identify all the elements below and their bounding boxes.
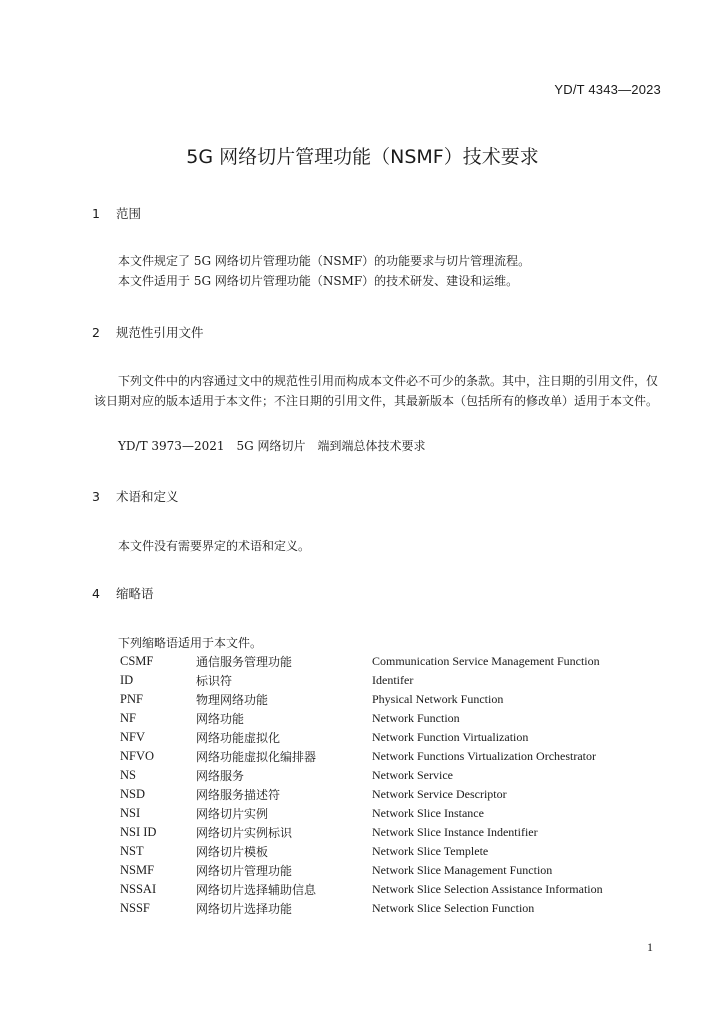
- abbreviation-row: [120, 842, 603, 861]
- document-title: 5G 网络切片管理功能（NSMF）技术要求: [186, 146, 539, 168]
- abbreviation-row: [120, 747, 603, 766]
- section-3-heading: [92, 487, 179, 505]
- abbreviation-row: [120, 671, 603, 690]
- section-number: 3: [92, 489, 100, 504]
- abbreviation-term: NSI: [120, 806, 141, 820]
- section-title: 规范性引用文件: [116, 325, 204, 340]
- abbreviation-english: Network Slice Selection Assistance Information: [372, 882, 603, 896]
- abbreviation-english: Communication Service Management Function: [372, 654, 600, 668]
- abbreviation-chinese: 网络服务: [196, 769, 245, 783]
- abbreviation-row: [120, 785, 603, 804]
- abbreviation-term: NFV: [120, 730, 146, 744]
- abbreviation-chinese: 网络切片实例: [196, 807, 269, 821]
- abbreviation-term: NFVO: [120, 749, 155, 763]
- section-2-heading: [92, 323, 204, 341]
- abbreviation-english: Network Slice Management Function: [372, 863, 553, 877]
- abbreviation-row: [120, 709, 603, 728]
- paragraph: 本文件规定了 5G 网络切片管理功能（NSMF）的功能要求与切片管理流程。: [118, 254, 531, 268]
- abbreviation-row: [120, 823, 603, 842]
- abbreviation-english: Network Function Virtualization: [372, 730, 529, 744]
- abbreviation-chinese: 网络功能虚拟化编排器: [196, 750, 317, 764]
- abbreviation-english: Identifer: [372, 673, 414, 687]
- abbreviation-row: [120, 766, 603, 785]
- normative-reference: YD/T 3973—2021 5G 网络切片 端到端总体技术要求: [118, 439, 426, 453]
- paragraph: 下列文件中的内容通过文中的规范性引用而构成本文件必不可少的条款。其中，注日期的引用文件，仅该日期对应的版本适用于本文件；不注日期的引用文件，其最新版本（包括所有的修改单）适用于本文件。: [94, 374, 659, 408]
- abbreviation-row: [120, 899, 603, 918]
- abbreviation-chinese: 通信服务管理功能: [196, 655, 293, 669]
- abbreviation-english: Network Slice Instance Indentifier: [372, 825, 538, 839]
- abbreviation-chinese: 网络切片管理功能: [196, 864, 293, 878]
- section-title: 术语和定义: [116, 489, 179, 504]
- abbreviation-row: [120, 861, 603, 880]
- abbreviation-english: Network Slice Templete: [372, 844, 489, 858]
- abbreviation-term: CSMF: [120, 654, 154, 668]
- abbreviation-row: [120, 690, 603, 709]
- abbreviation-chinese: 网络切片选择辅助信息: [196, 883, 317, 897]
- abbreviation-term: NF: [120, 711, 136, 725]
- standard-number: YD/T 4343—2023: [554, 82, 661, 97]
- section-4-heading: [92, 584, 154, 602]
- section-1-body: [94, 251, 664, 291]
- abbreviation-english: Network Slice Selection Function: [372, 901, 535, 915]
- abbreviation-term: PNF: [120, 692, 143, 706]
- abbreviation-term: NSSF: [120, 901, 150, 915]
- paragraph: 本文件没有需要界定的术语和定义。: [118, 539, 311, 553]
- section-title: 范围: [116, 206, 142, 221]
- abbreviation-term: NSMF: [120, 863, 155, 877]
- section-3-body: [94, 536, 664, 556]
- abbreviation-english: Network Slice Instance: [372, 806, 484, 820]
- abbreviation-row: [120, 652, 603, 671]
- paragraph: 本文件适用于 5G 网络切片管理功能（NSMF）的技术研发、建设和运维。: [118, 274, 519, 288]
- abbreviation-chinese: 物理网络功能: [196, 693, 269, 707]
- section-1-heading: [92, 204, 141, 222]
- abbreviation-term: NSSAI: [120, 882, 157, 896]
- section-number: 1: [92, 206, 100, 221]
- abbreviation-chinese: 网络切片选择功能: [196, 902, 293, 916]
- abbreviation-english: Physical Network Function: [372, 692, 504, 706]
- abbreviation-chinese: 标识符: [196, 674, 233, 688]
- section-title: 缩略语: [116, 586, 154, 601]
- abbreviation-row: [120, 728, 603, 747]
- abbreviation-english: Network Functions Virtualization Orchestrator: [372, 749, 597, 763]
- abbreviation-chinese: 网络切片模板: [196, 845, 269, 859]
- abbreviation-term: ID: [120, 673, 134, 687]
- abbreviations-table: [120, 652, 603, 918]
- page-number: 1: [647, 940, 653, 954]
- abbreviation-chinese: 网络切片实例标识: [196, 826, 293, 840]
- abbreviation-term: NST: [120, 844, 144, 858]
- abbreviation-row: [120, 880, 603, 899]
- abbreviation-term: NSI ID: [120, 825, 157, 839]
- abbreviation-chinese: 网络服务描述符: [196, 788, 281, 802]
- section-2-body: [94, 371, 664, 411]
- abbreviation-english: Network Service: [372, 768, 453, 782]
- abbreviation-term: NSD: [120, 787, 146, 801]
- abbreviations-intro: 下列缩略语适用于本文件。: [118, 636, 263, 650]
- section-number: 2: [92, 325, 100, 340]
- abbreviation-english: Network Function: [372, 711, 460, 725]
- abbreviation-chinese: 网络功能: [196, 712, 245, 726]
- section-number: 4: [92, 586, 100, 601]
- abbreviation-row: [120, 804, 603, 823]
- abbreviation-english: Network Service Descriptor: [372, 787, 507, 801]
- abbreviation-term: NS: [120, 768, 136, 782]
- abbreviation-chinese: 网络功能虚拟化: [196, 731, 281, 745]
